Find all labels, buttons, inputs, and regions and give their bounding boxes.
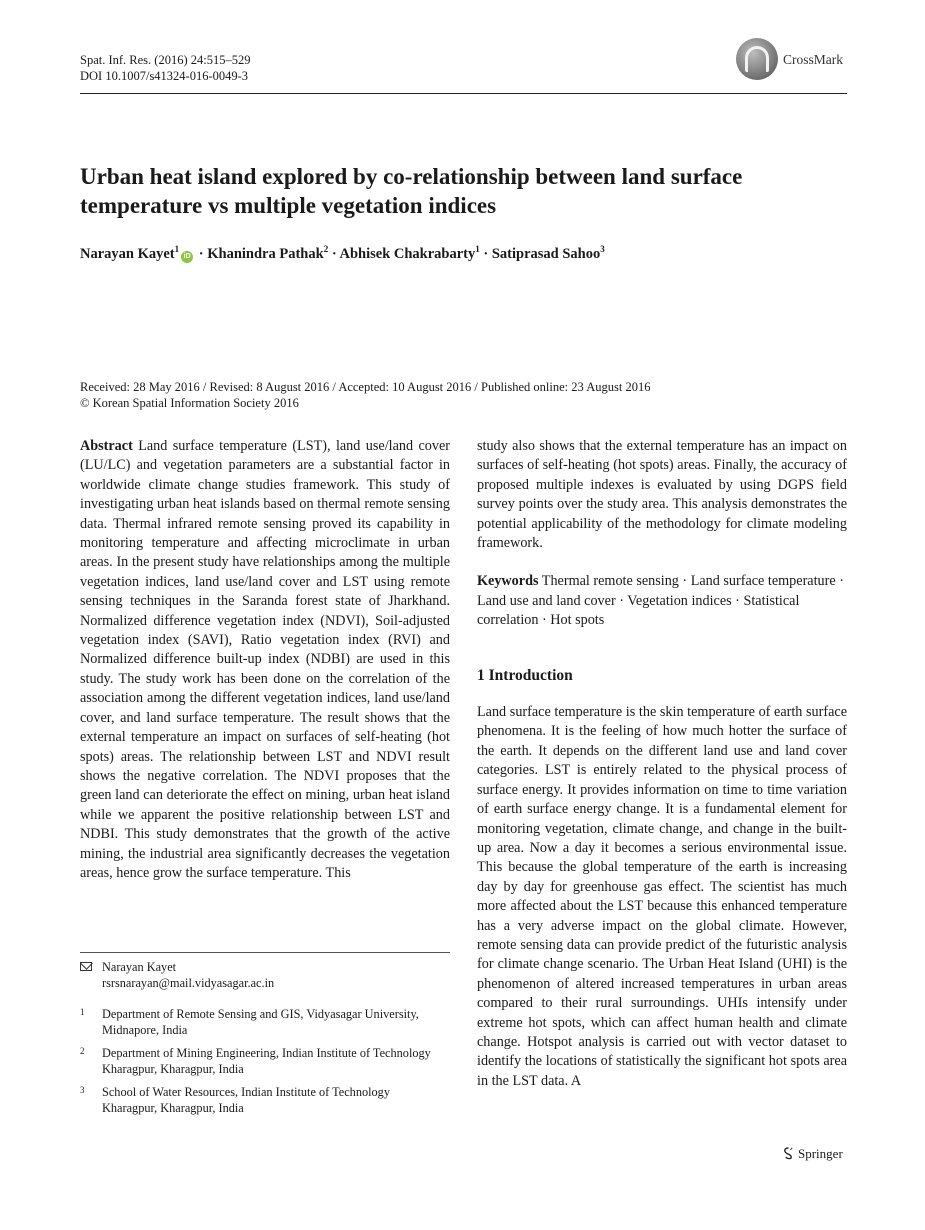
abstract-paragraph: [80, 437, 450, 883]
springer-logo-icon: [782, 1147, 795, 1160]
affiliation-mark: 3: [80, 1085, 85, 1095]
author-separator: ·: [195, 245, 208, 262]
abstract-text: Land surface temperature (LST), land use/land cover (LU/LC) and vegetation parameters are a substantial factor in worldwide climate change studies framework. This study of investigating urban heat islands based on thermal remote sensing data. Thermal infrared remote sensing proved its capability in monitoring temperature and affecting microclimate in urban areas. In the present study have relationships among the multiple vegetation indices, land use/land cover and LST using remote sensing techniques in the Saranda forest state of Jharkhand. Normalized difference vegetation index (NDVI), Soil-adjusted vegetation index (SAVI), Ratio vegetation index (RVI) and Normalized difference built-up index (NDBI) are used in this study. The study work has been done on the correlation of the association among the different vegetation indices, land use/land cover, and land surface temperature. The result shows that the external temperature an impact on surfaces of self-heating (hot spots) areas. The relationship between LST and NDVI result shows the negative correlation. The NDVI proposes that the green land can deteriorate the effect on mining, urban heat island while we apparent the positive relationship between LST and NDBI. This study demonstrates that the growth of the active mining, the industrial area significantly decreases the vegetation areas, hence grow the surface temperature. This: [80, 438, 450, 881]
affiliation-mark: 2: [80, 1046, 85, 1056]
publisher-footer: [782, 1146, 843, 1162]
keywords-heading: Keywords: [477, 573, 539, 590]
section-heading-introduction: 1 Introduction: [477, 666, 573, 684]
affiliation-text: School of Water Resources, Indian Institute of Technology Kharagpur, Kharagpur, India: [102, 1085, 390, 1115]
article-title: Urban heat island explored by co-relationship between land surface temperature vs multiple vegetation indices: [80, 164, 743, 218]
corresponding-name: Narayan Kayet: [102, 960, 177, 974]
author-affiliation-mark: 1: [475, 244, 480, 254]
abstract-continuation: study also shows that the external temperature has an impact on surfaces of self-heating (hot spots) areas. Finally, the accuracy of proposed multiple indexes is evaluated by using DGPS field survey points over the study area. This analysis demonstrates the potential applicability of the methodology for climate modeling framework.: [477, 438, 847, 552]
author-list: [80, 244, 605, 263]
abstract-left-column: [80, 437, 450, 883]
author-name[interactable]: Khanindra Pathak: [207, 245, 324, 262]
publication-history: [80, 379, 650, 411]
keywords-text: Thermal remote sensing · Land surface temperature · Land use and land cover · Vegetation indices · Statistical correlation · Hot spots: [477, 573, 844, 629]
publisher-name: Springer: [798, 1146, 843, 1161]
corresponding-email[interactable]: rsrsnarayan@mail.vidyasagar.ac.in: [102, 976, 275, 990]
crossmark-icon: [736, 38, 778, 80]
author-affiliation-mark: 3: [600, 244, 605, 254]
orcid-icon[interactable]: iD: [181, 251, 193, 263]
affiliation-text: Department of Mining Engineering, Indian Institute of Technology Kharagpur, Kharagpur, India: [102, 1046, 431, 1076]
crossmark-badge[interactable]: [736, 38, 848, 84]
keywords-paragraph: [477, 572, 847, 630]
introduction-text: Land surface temperature is the skin temperature of earth surface phenomena. It is the feeling of how much hotter the surface of the earth. It depends on the different land use and land cover categories. LST is entirely related to the physical process of surface energy. It provides information on time to time variation of earth surface energy change. It is a fundamental element for monitoring vegetation, climate change, and change in the built-up area. Now a day it becomes a serious environmental issue. This because the global temperature of the earth is increasing day by day for greenhouse gas effect. The scientist has much more affected about the LST because this enhanced temperature has a very adverse impact on the global climate. However, remote sensing data can provide predict of the futuristic analysis for climate change scenario. The Urban Heat Island (UHI) is the phenomenon of altered increased temperatures in urban areas compared to their rural surroundings. UHIs intensify under extreme hot spots, which can affect human health and climate change. Hotspot analysis is carried out with vector dataset to identify the locations of statistically the significant hot spots area in the LST data. A: [477, 704, 847, 1089]
right-column: [477, 437, 847, 1091]
author-affiliation-mark: 1: [174, 244, 180, 254]
author-separator: ·: [479, 245, 492, 262]
footnote-divider: [80, 952, 450, 953]
author-name[interactable]: Abhisek Chakrabarty: [339, 245, 476, 262]
author-separator: ·: [328, 245, 340, 262]
header-divider: [80, 93, 847, 94]
journal-citation: [80, 52, 250, 84]
history-dates: Received: 28 May 2016 / Revised: 8 August 2016 / Accepted: 10 August 2016 / Published online: 23 August 2016: [80, 380, 651, 394]
author-name[interactable]: Narayan Kayet: [80, 245, 175, 262]
crossmark-label: CrossMark: [783, 52, 843, 67]
affiliation-text: Department of Remote Sensing and GIS, Vidyasagar University, Midnapore, India: [102, 1007, 419, 1037]
envelope-icon: [80, 962, 92, 971]
journal-line: Spat. Inf. Res. (2016) 24:515–529: [80, 53, 251, 67]
affiliation-mark: 1: [80, 1007, 85, 1017]
author-affiliation-mark: 2: [323, 244, 329, 254]
abstract-heading: Abstract: [80, 438, 133, 454]
doi-line[interactable]: DOI 10.1007/s41324-016-0049-3: [80, 69, 249, 83]
author-name[interactable]: Satiprasad Sahoo: [491, 245, 601, 262]
corresponding-author: [102, 959, 442, 991]
copyright-line: © Korean Spatial Information Society 2016: [80, 396, 299, 410]
